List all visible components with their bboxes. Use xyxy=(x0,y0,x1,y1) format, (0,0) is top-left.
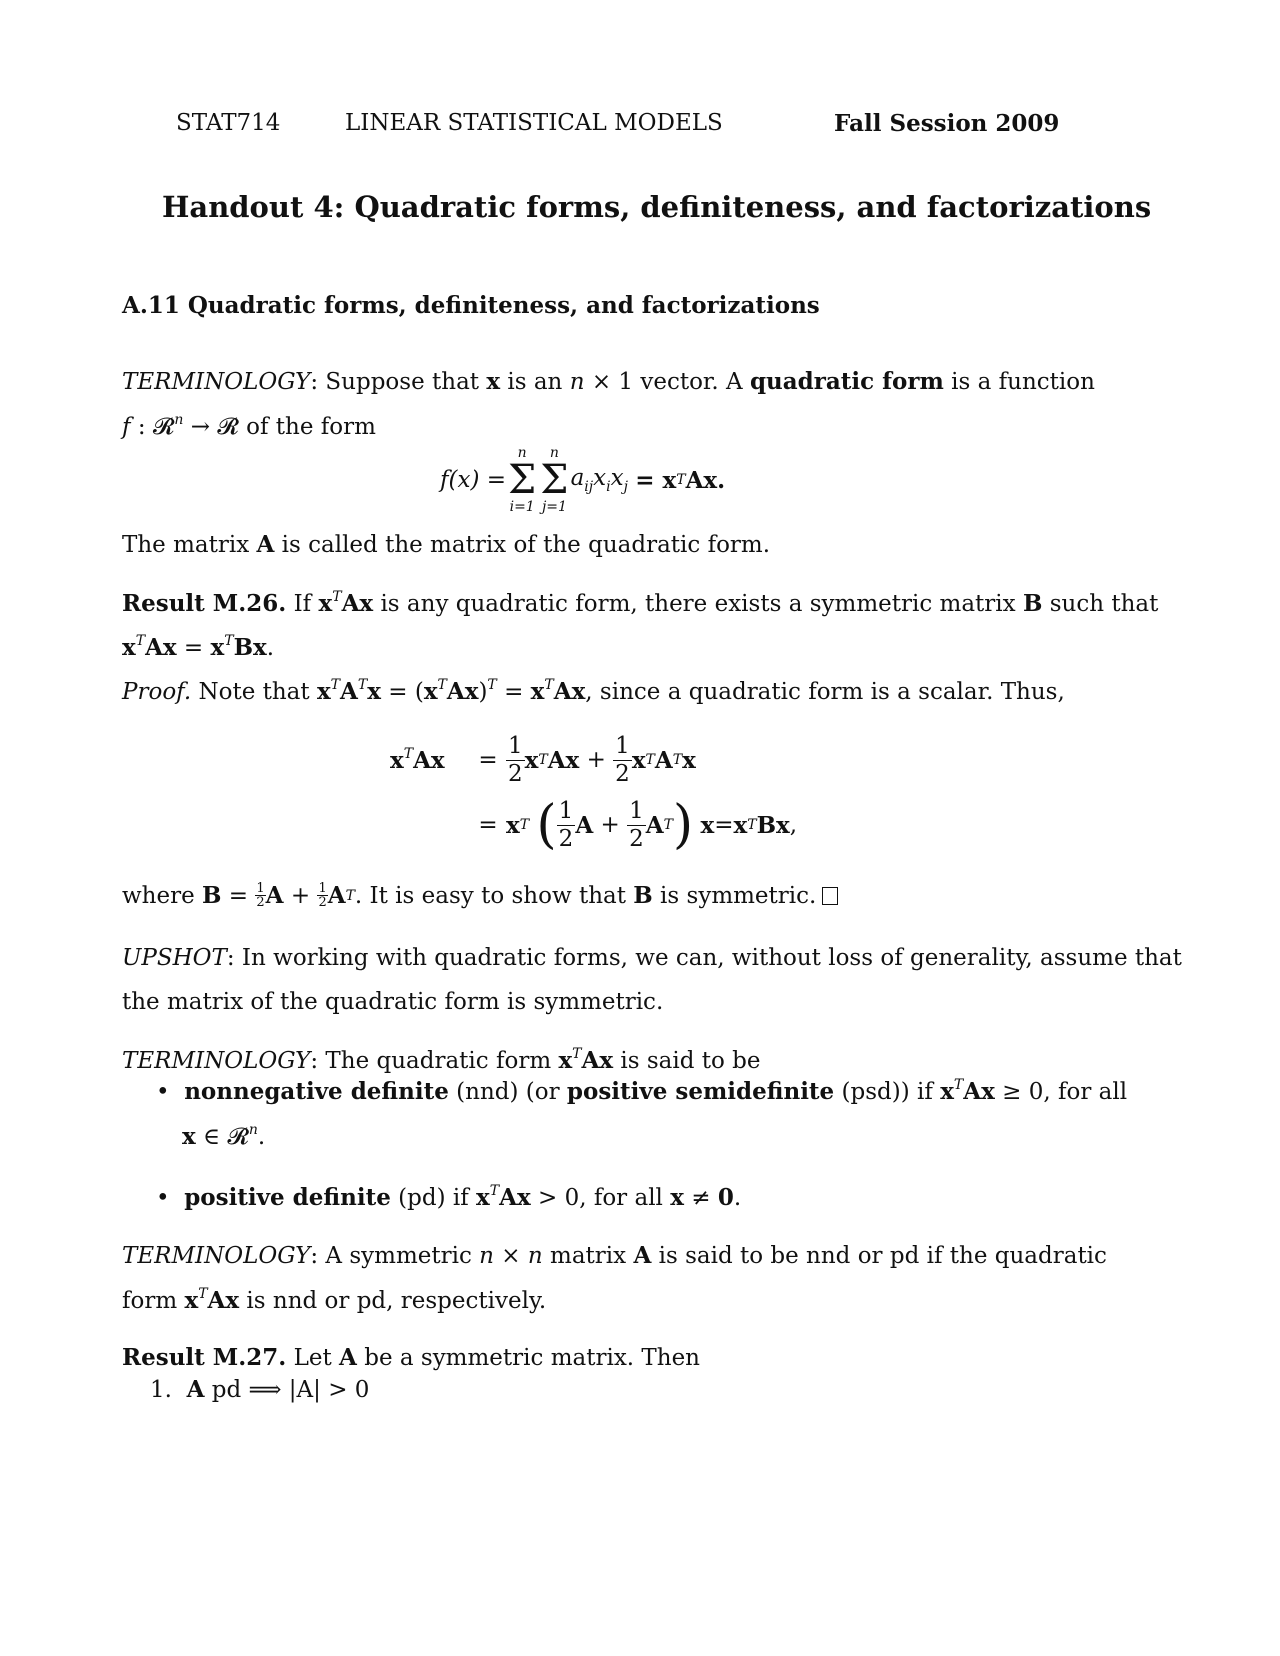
result-m27: Result M.27. Let A be a symmetric matrix. Then xyxy=(122,1344,700,1371)
upshot-label: UPSHOT xyxy=(122,945,227,971)
result-m27-item-1: 1. A pd ⟹ |A| > 0 xyxy=(150,1376,370,1403)
proof-equation-line2: = x T ( $\frac{1}{2}$ A + $\frac{1}{2}$ A T ) x = x T Bx , xyxy=(478,795,798,855)
list-item-nnd-line2: x ∈ 𝓡$^n$. xyxy=(182,1122,266,1150)
terminology-paragraph-2: TERMINOLOGY: The quadratic form $x^TAx$ is said to be xyxy=(122,1046,761,1074)
quadratic-form-term: quadratic form xyxy=(749,368,944,395)
bullet-icon: • xyxy=(156,1079,170,1105)
terminology-paragraph-3: TERMINOLOGY: A symmetric n × n matrix A is said to be nnd or pd if the quadratic xyxy=(122,1242,1107,1269)
header-course: STAT714 xyxy=(176,110,281,136)
list-item-nnd: • nonnegative definite (nnd) (or positive semidefinite (psd)) if $x^TAx \ge 0$, for all xyxy=(156,1077,1128,1105)
header-course-title: LINEAR STATISTICAL MODELS xyxy=(345,110,723,136)
result-label: Result M.27. xyxy=(122,1344,287,1371)
terminology-paragraph-3-line2: form $x^TAx$ is nnd or pd, respectively. xyxy=(122,1286,547,1314)
terminology-paragraph-1-line2: f : 𝓡$^n$ → 𝓡 of the form xyxy=(122,412,376,440)
result-m26: Result M.26. If $x^TAx$ is any quadratic form, there exists a symmetric matrix B such that xyxy=(122,589,1159,617)
proof-label: Proof. xyxy=(122,679,192,705)
sum-j: n Σ j=1 xyxy=(540,445,569,515)
proof-equation-line1: $x^TAx$ = $\frac{1}{2}$ x T Ax + $\frac{1}{2}$ x T A T x xyxy=(390,732,696,787)
result-m26-line2: $x^TAx = x^TBx$. xyxy=(122,633,275,661)
terminology-label: TERMINOLOGY xyxy=(122,369,311,395)
terminology-paragraph-1: TERMINOLOGY: Suppose that x is an n × 1 vector. A quadratic form is a function xyxy=(122,368,1095,395)
quadratic-form-equation: f(x) = n Σ i=1 n Σ j=1 $a_{ij}x_ix_j$ = x T Ax. xyxy=(440,445,726,515)
terminology-label: TERMINOLOGY xyxy=(122,1243,311,1269)
bullet-icon: • xyxy=(156,1185,170,1211)
section-heading: A.11 Quadratic forms, definiteness, and factorizations xyxy=(122,292,820,319)
terminology-label: TERMINOLOGY xyxy=(122,1048,311,1074)
result-label: Result M.26. xyxy=(122,590,287,617)
upshot-line1: UPSHOT: In working with quadratic forms, we can, without loss of generality, assume that xyxy=(122,945,1182,971)
proof-line: Proof. Note that $x^TA^Tx = (x^TAx)^T = x^TAx$, since a quadratic form is a scalar. Thus, xyxy=(122,677,1065,705)
sum-i: n Σ i=1 xyxy=(508,445,537,515)
upshot-line2: the matrix of the quadratic form is symmetric. xyxy=(122,989,664,1015)
page-title: Handout 4: Quadratic forms, definiteness, and factorizations xyxy=(162,190,1152,224)
matrix-definition: The matrix A is called the matrix of the quadratic form. xyxy=(122,531,771,558)
qed-icon xyxy=(822,887,838,905)
where-line: where B = $\frac{1}{2}$ A + $\frac{1}{2}$ A T . It is easy to show that B is symmetric. xyxy=(122,882,838,909)
list-item-pd: • positive definite (pd) if $x^TAx > 0$, for all x ≠ 0. xyxy=(156,1183,742,1211)
header-session: Fall Session 2009 xyxy=(834,110,1060,137)
